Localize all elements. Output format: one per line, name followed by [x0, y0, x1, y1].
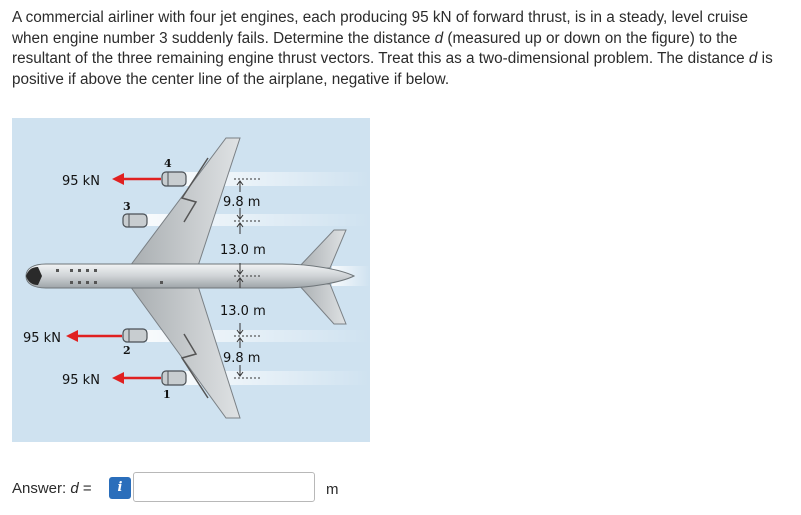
- distance-label: 13.0 m: [220, 243, 266, 258]
- thrust-arrow-2: [66, 330, 122, 342]
- engine-3: [123, 214, 147, 227]
- thrust-arrow-1: [112, 372, 161, 384]
- answer-input[interactable]: [133, 472, 315, 502]
- engine-number-2: 2: [123, 344, 131, 357]
- unit-label: m: [326, 481, 339, 498]
- airplane-diagram: [12, 118, 370, 442]
- distance-label: 9.8 m: [223, 195, 261, 210]
- answer-row: [12, 472, 352, 504]
- force-label: 95 kN: [62, 174, 100, 189]
- problem-text-part1: A commercial airliner with four jet engines, each producing 95 kN of forward thrust, is in a steady, level cruise when engine number 3 suddenly fails. Determine the distance: [12, 9, 749, 47]
- airplane-figure: [12, 118, 370, 442]
- engine-number-1: 1: [163, 388, 171, 401]
- answer-label: Answer: d =: [12, 480, 92, 497]
- engine-4: [162, 172, 186, 186]
- engine-1: [162, 371, 186, 385]
- problem-var-d: d: [748, 50, 758, 68]
- fuselage: [26, 264, 354, 288]
- engine-number-4: 4: [164, 157, 172, 170]
- engine-number-3: 3: [123, 200, 131, 213]
- info-icon[interactable]: i: [109, 477, 131, 499]
- tail-upper: [298, 230, 346, 268]
- problem-statement: [12, 8, 787, 90]
- problem-text-part2: (measured up or down on the figure) to the resultant of the three remaining engine thrust vectors. Treat this as a two-dimensional problem. The distance: [12, 29, 749, 68]
- thrust-arrow-4: [112, 173, 161, 185]
- distance-label: 13.0 m: [220, 304, 266, 319]
- tail-lower: [298, 284, 346, 324]
- force-label: 95 kN: [23, 331, 61, 346]
- engine-2: [123, 329, 147, 342]
- force-label: 95 kN: [62, 373, 100, 388]
- problem-var-d: d: [434, 29, 444, 47]
- problem-text-part3: is positive if above the center line of the airplane, negative if below.: [12, 50, 773, 88]
- distance-label: 9.8 m: [223, 351, 261, 366]
